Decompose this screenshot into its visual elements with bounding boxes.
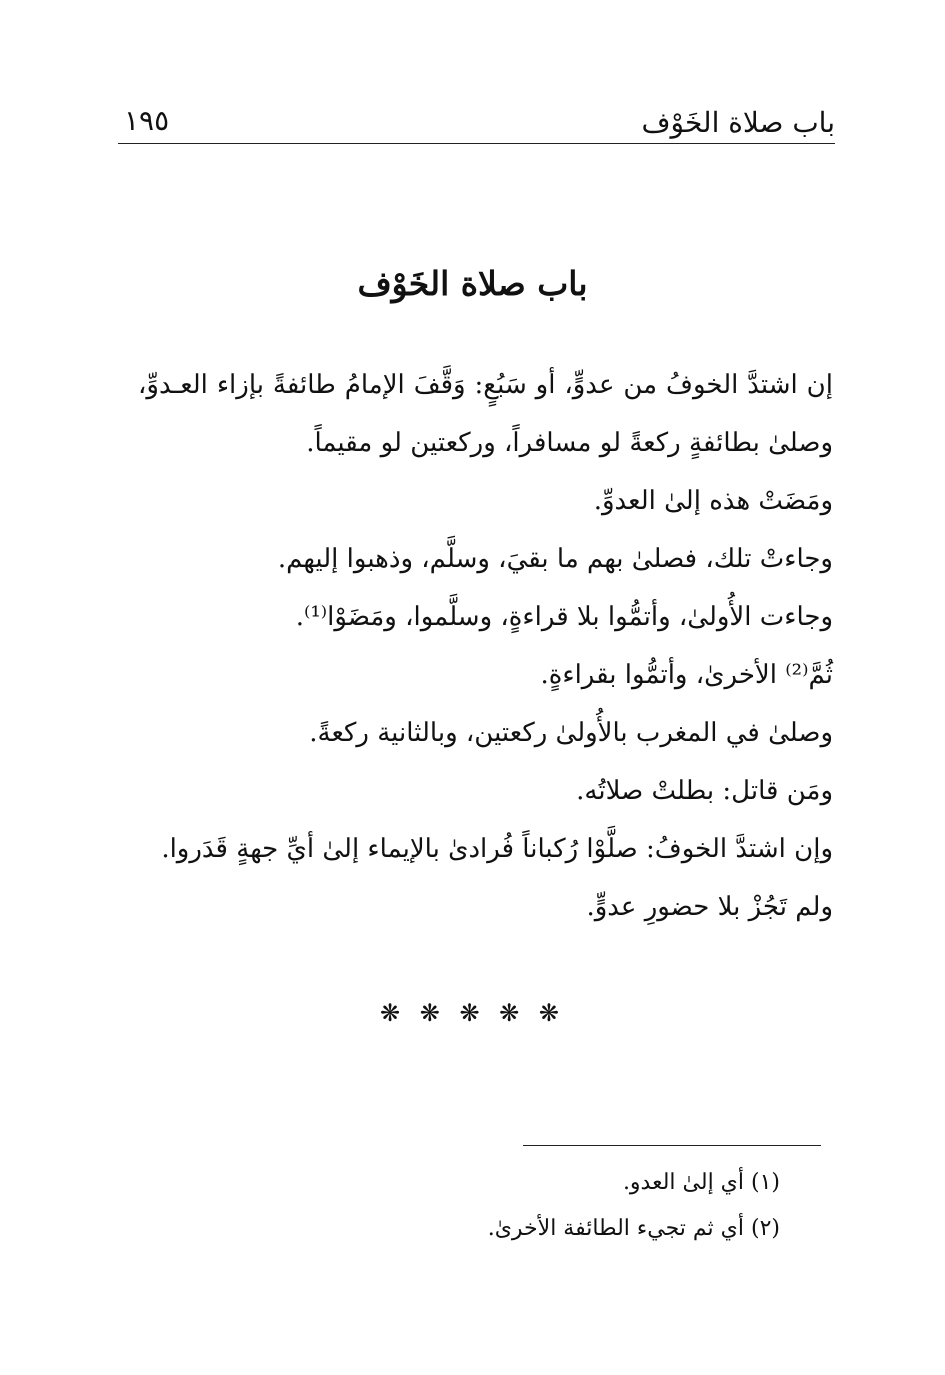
paragraph: وإن اشتدَّ الخوفُ: صلَّوْا رُكباناً فُرادىٰ بالإيماء إلىٰ أيِّ جهةٍ قَدَروا.: [161, 834, 833, 864]
paragraph: ولم تَجُزْ بلا حضورِ عدوٍّ.: [586, 892, 833, 922]
header-rule: [118, 143, 835, 144]
running-header: [118, 98, 835, 142]
paragraph: وصلىٰ في المغرب بالأُولىٰ ركعتين، وبالثانية ركعةً.: [309, 718, 833, 748]
footnote: (٢) أي ثم تجيء الطائفة الأخرىٰ.: [487, 1216, 780, 1241]
footnote: (١) أي إلىٰ العدو.: [622, 1170, 780, 1195]
chapter-title: باب صلاة الخَوْف: [357, 264, 588, 303]
paragraph: إن اشتدَّ الخوفُ من عدوٍّ، أو سَبُعٍ: وَقَّفَ الإمامُ طائفةً بإزاء العـدوِّ، وصلىٰ بطائفةٍ ركعةً لو مسافراً، وركعتين لو مقيماً.: [138, 370, 833, 458]
section-separator: ❋ ❋ ❋ ❋ ❋: [379, 999, 566, 1027]
body-text: [138, 356, 833, 936]
paragraph: ومَضَتْ هذه إلىٰ العدوِّ.: [593, 486, 833, 516]
paragraph: ومَن قاتل: بطلتْ صلاتُه.: [576, 776, 833, 806]
footnotes: [280, 1160, 780, 1252]
paragraph: وجاءتْ تلك، فصلىٰ بهم ما بقيَ، وسلَّم، وذهبوا إليهم.: [277, 544, 833, 574]
page-number: ١٩٥: [124, 104, 170, 137]
paragraph: ثُمَّ⁽²⁾ الأخرىٰ، وأتمُّوا بقراءةٍ.: [540, 660, 833, 690]
running-title: باب صلاة الخَوْف: [641, 106, 835, 139]
paragraph: وجاءت الأُولىٰ، وأتمُّوا بلا قراءةٍ، وسلَّموا، ومَضَوْا⁽¹⁾.: [295, 602, 833, 632]
footnote-rule: [523, 1145, 821, 1146]
